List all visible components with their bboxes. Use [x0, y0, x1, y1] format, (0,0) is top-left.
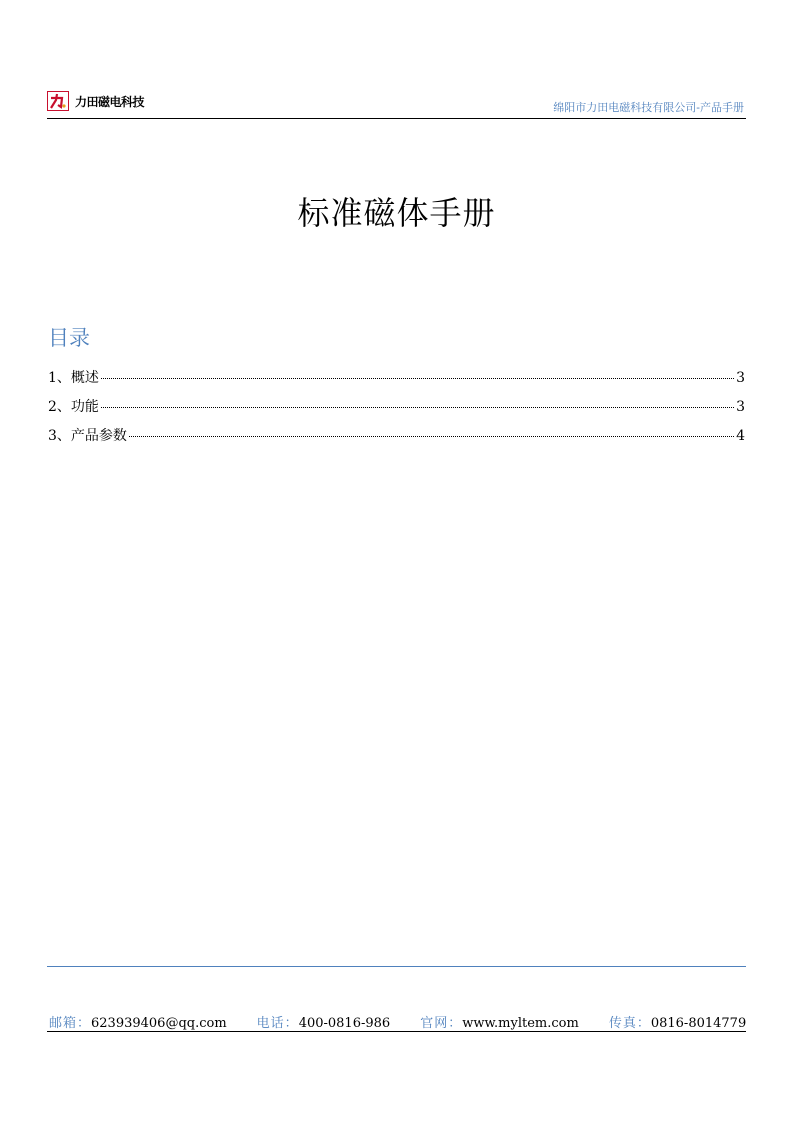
table-of-contents: [48, 367, 745, 454]
toc-entry-page: 3: [736, 399, 745, 415]
toc-dot-leader: [101, 407, 734, 408]
page-header: [47, 88, 746, 119]
document-title: 标准磁体手册: [297, 194, 496, 232]
footer-phone: [257, 1012, 391, 1031]
toc-entry-functions[interactable]: [48, 396, 745, 425]
email-label: 邮箱：: [49, 1016, 92, 1031]
toc-entry-label: 2、功能: [48, 399, 99, 415]
logo-text: 力田磁电科技: [75, 94, 145, 109]
phone-value: 400-0816-986: [298, 1016, 391, 1031]
toc-entry-label: 3、产品参数: [48, 428, 127, 444]
website-value[interactable]: www.myltem.com: [462, 1016, 579, 1031]
footer-website: [420, 1012, 579, 1031]
contact-info: [49, 1012, 776, 1031]
email-value[interactable]: 623939406@qq.com: [91, 1016, 227, 1031]
toc-entry-overview[interactable]: [48, 367, 745, 396]
toc-entry-label: 1、概述: [48, 370, 99, 386]
footer-fax: [609, 1012, 746, 1031]
header-company-title: 绵阳市力田电磁科技有限公司-产品手册: [553, 101, 744, 114]
fax-value: 0816-8014779: [650, 1016, 747, 1031]
page-footer: [47, 966, 746, 1032]
company-logo-icon: [47, 91, 69, 111]
toc-entry-parameters[interactable]: [48, 425, 745, 454]
toc-heading: 目录: [48, 326, 90, 350]
toc-entry-page: 3: [736, 370, 745, 386]
phone-label: 电话：: [256, 1016, 299, 1031]
toc-entry-page: 4: [736, 428, 745, 444]
toc-dot-leader: [101, 378, 734, 379]
footer-email: [49, 1012, 227, 1031]
website-label: 官网：: [420, 1016, 463, 1031]
fax-label: 传真：: [608, 1016, 651, 1031]
company-logo: [47, 90, 144, 112]
toc-dot-leader: [129, 436, 734, 437]
